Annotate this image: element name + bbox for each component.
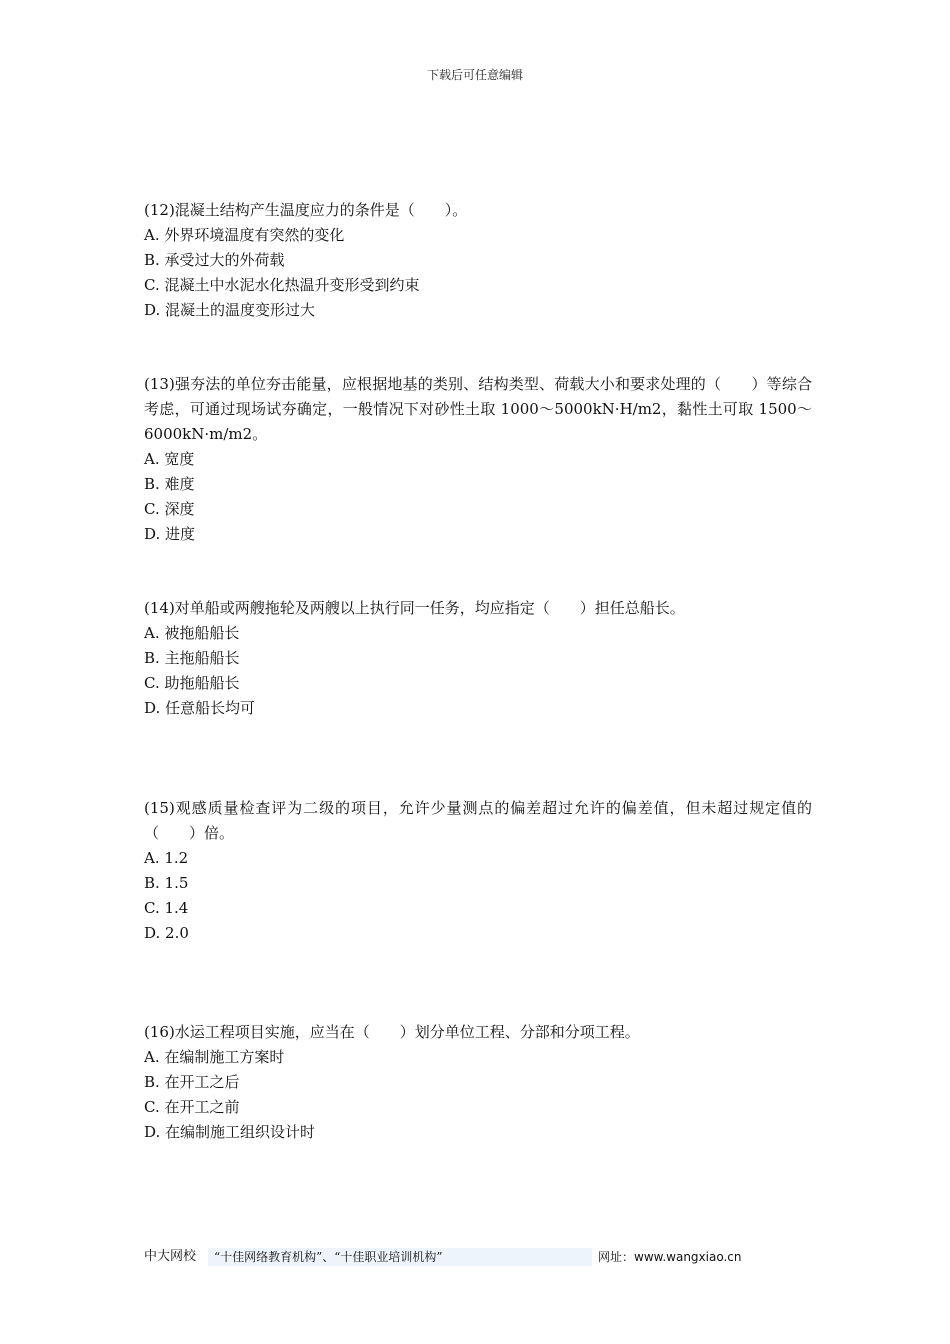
question-15 <box>144 796 812 946</box>
option-d: D. 混凝土的温度变形过大 <box>144 301 316 319</box>
question-stem: (12)混凝土结构产生温度应力的条件是（ ）。 <box>144 201 468 219</box>
option-c: C. 1.4 <box>144 899 189 917</box>
question-stem: (14)对单船或两艘拖轮及两艘以上执行同一任务，均应指定（ ）担任总船长。 <box>144 599 685 617</box>
option-a: A. 外界环境温度有突然的变化 <box>144 226 345 244</box>
option-c: C. 混凝土中水泥水化热温升变形受到约束 <box>144 276 420 294</box>
option-d: D. 2.0 <box>144 924 189 942</box>
question-13 <box>144 372 812 547</box>
page-footer <box>144 1248 744 1266</box>
option-a: A. 被拖船船长 <box>144 624 240 642</box>
question-16 <box>144 1020 812 1145</box>
footer-site: 网址：www.wangxiao.cn <box>598 1250 742 1264</box>
question-14 <box>144 596 812 721</box>
footer-org: 中大网校 <box>144 1249 197 1264</box>
question-stem: (16)水运工程项目实施，应当在（ ）划分单位工程、分部和分项工程。 <box>144 1023 640 1041</box>
option-a: A. 在编制施工方案时 <box>144 1048 285 1066</box>
option-c: C. 深度 <box>144 500 195 518</box>
question-12 <box>144 198 812 323</box>
option-c: C. 在开工之前 <box>144 1098 240 1116</box>
option-b: B. 承受过大的外荷载 <box>144 251 285 269</box>
question-stem: (15)观感质量检查评为二级的项目，允许少量测点的偏差超过允许的偏差值，但未超过规定值的（ ）倍。 <box>144 799 812 842</box>
option-c: C. 助拖船船长 <box>144 674 240 692</box>
option-d: D. 任意船长均可 <box>144 699 256 717</box>
option-a: A. 1.2 <box>144 849 189 867</box>
option-b: B. 1.5 <box>144 874 189 892</box>
option-b: B. 在开工之后 <box>144 1073 240 1091</box>
option-b: B. 难度 <box>144 475 195 493</box>
question-stem: (13)强夯法的单位夯击能量，应根据地基的类别、结构类型、荷载大小和要求处理的（ ）等综合考虑，可通过现场试夯确定，一般情况下对砂性土取 1000～5000kN·H/m2，黏性土可取 1500～6000kN·m/m2。 <box>144 375 812 443</box>
footer-slogan: “十佳网络教育机构”、“十佳职业培训机构” <box>208 1248 592 1266</box>
option-d: D. 进度 <box>144 525 196 543</box>
option-b: B. 主拖船船长 <box>144 649 240 667</box>
option-a: A. 宽度 <box>144 450 195 468</box>
option-d: D. 在编制施工组织设计时 <box>144 1123 316 1141</box>
header-note: 下载后可任意编辑 <box>426 68 523 82</box>
